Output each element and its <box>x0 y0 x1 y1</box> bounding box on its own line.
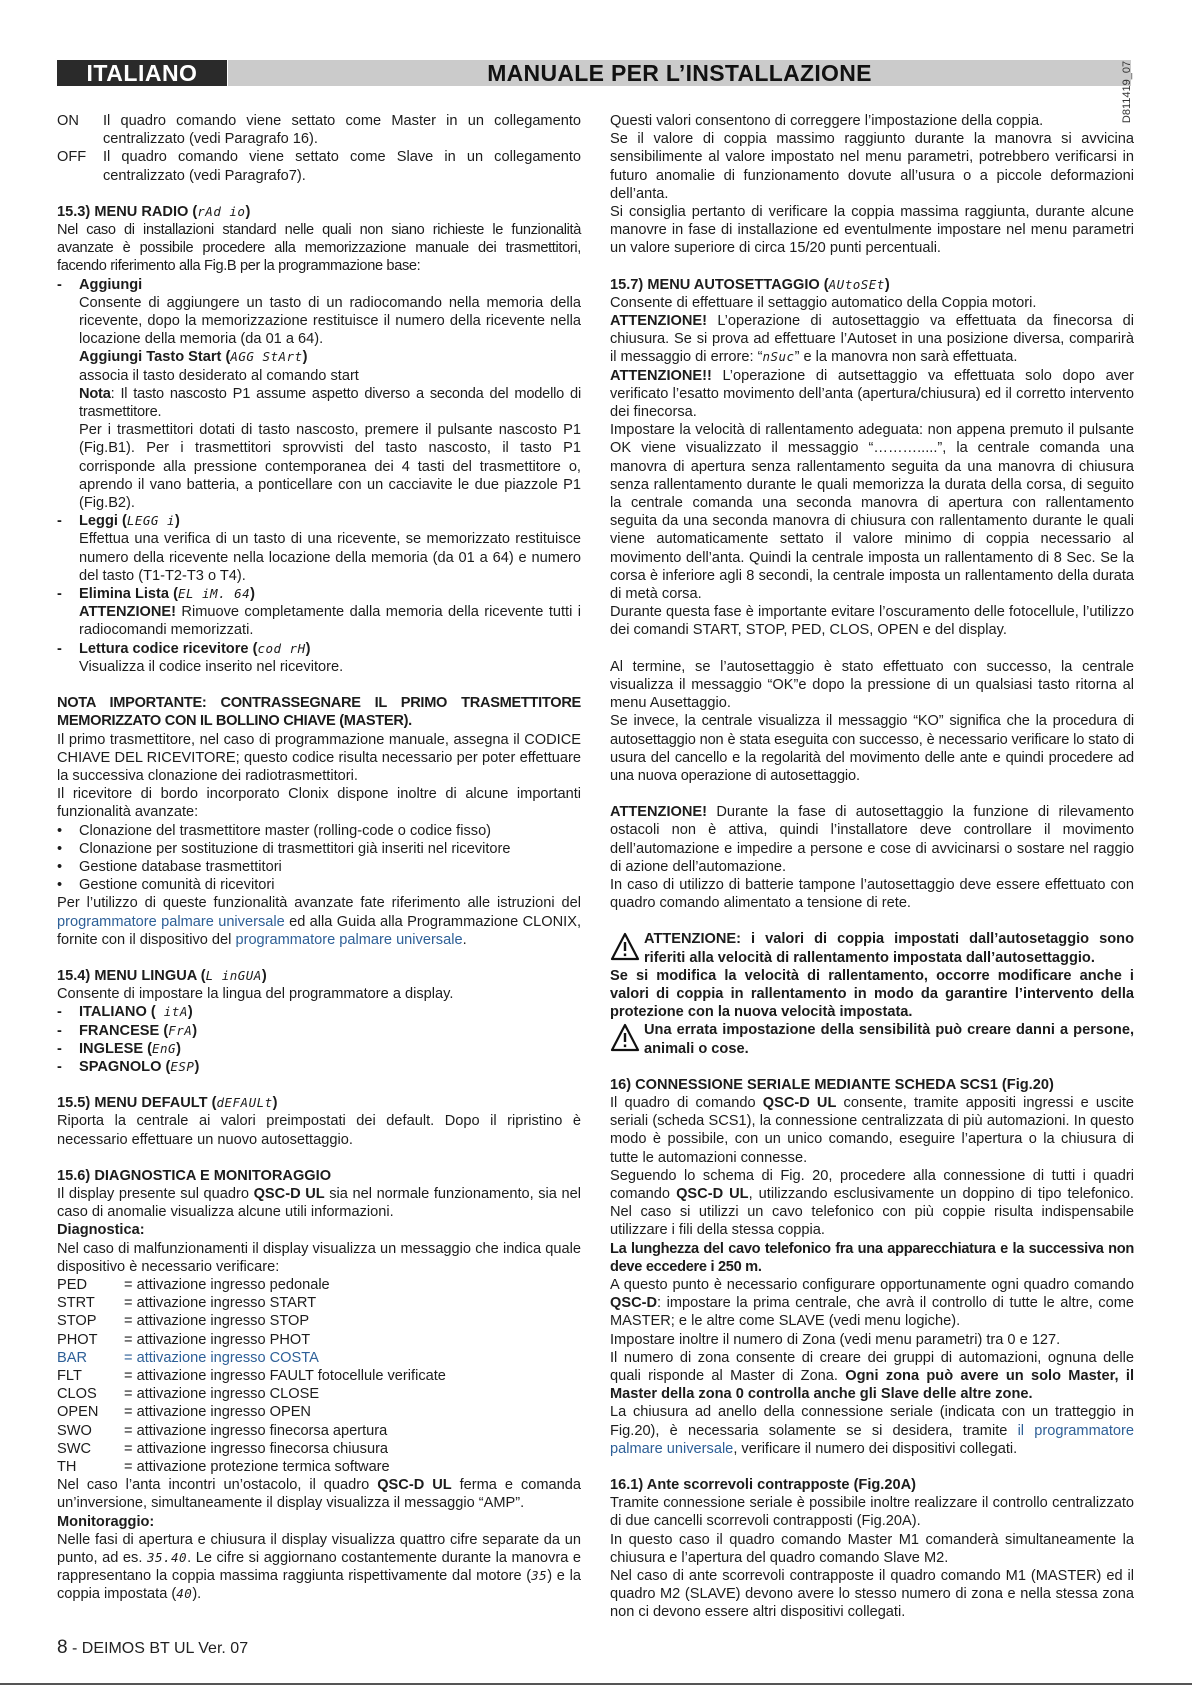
on-text: Il quadro comando viene settato come Master in un collegamento centralizzato (vedi Paragrafo 16). <box>103 113 581 148</box>
delete-text: ATTENZIONE! Rimuove completamente dalla memoria della ricevente tutti i radiocomandi memorizzati. <box>79 604 581 639</box>
diagnostic-code-row: OPEN = attivazione ingresso OPEN <box>57 1404 311 1421</box>
section-15-7-intro: Consente di effettuare il settaggio automatico della Coppia motori. <box>610 294 1037 311</box>
monitoring-text: Nelle fasi di apertura e chiusura il display visualizza quattro cifre separate da un punto, ad es. 35.40. Le cifre si aggiornano costantemente durante la manovra e rappresentano la coppia massima raggiunta rispettivamente dal motore (35) e la coppia impostata (40). <box>57 1531 581 1603</box>
section-16-p6: Il numero di zona consente di creare dei gruppi di automazioni, ognuna delle quali risponde al Master di Zona. Ogni zona può avere un solo Master, il Master della zona 0 controlla anche gli Slave delle altre zone. <box>610 1349 1135 1403</box>
page-number: 8 <box>57 1637 68 1658</box>
read-title: Leggi (LEGG i) <box>79 513 180 530</box>
section-15-4-title: 15.4) MENU LINGUA (L inGUA) <box>57 967 267 984</box>
off-text: Il quadro comando viene settato come Slave in un collegamento centralizzato (vedi Paragrafo7). <box>103 149 581 184</box>
page-footer <box>57 1637 248 1659</box>
diagnostics-intro: Nel caso di malfunzionamenti il display visualizza un messaggio che indica quale dispositivo è necessario verificare: <box>57 1240 581 1275</box>
section-15-3-title: 15.3) MENU RADIO (rAd io) <box>57 203 251 220</box>
list-item: • Gestione comunità di ricevitori <box>57 877 275 894</box>
section-15-5-title: 15.5) MENU DEFAULT (dEFAULt) <box>57 1095 278 1112</box>
list-item: • Clonazione per sostituzione di trasmettitori già inseriti nel ricevitore <box>57 840 511 857</box>
add-start-title: Aggiungi Tasto Start (AGG StArt) <box>79 349 308 366</box>
monitoring-title: Monitoraggio: <box>57 1513 155 1530</box>
read-text: Effettua una verifica di un tasto di una ricevente, se memorizzato restituisce numero della ricevente nella locazione della memoria (da 01 a 64) e numero del tasto (T1-T2-T3 o T4). <box>79 531 581 584</box>
section-16-1-p2: In questo caso il quadro comando Master M1 comanderà simultaneamente la chiusura e l’apertura del quadro comando Slave M2. <box>610 1531 1134 1566</box>
language-item: - SPAGNOLO (ESP) <box>57 1058 200 1075</box>
autoset-procedure: Impostare la velocità di rallentamento adeguata: non appena premuto il pulsante OK viene visualizzato il messaggio “……….....”, la centrale comanda una manovra di apertura senza rallentamento seguita da una manovra di chiusura senza rallentamento durante le quali memorizza la durata della corsa, di seguito la centrale comanda una seconda manovra di apertura con rallentamento seguita da una seconda manovra di chiusura con rallentamento durante le quali viene automaticamente settato il valore minimo di coppia necessario al movimento dell’anta. Quindi la centrale imposta un rallentamento di 8 Sec. Se la corsa è inferiore agli 8 secondi, la centrale imposta un rallentamento della durata di metà corsa. <box>610 422 1134 603</box>
section-15-6-text: Il display presente sul quadro QSC-D UL sia nel normale funzionamento, sia nel caso di anomalie visualizza alcune utili informazioni. <box>57 1185 581 1221</box>
add-title: Aggiungi <box>79 276 143 293</box>
section-16-p7: La chiusura ad anello della connessione seriale (indicata con un tratteggio in Fig.20), è necessaria solamente se si desidera, tramite il programmatore palmare universale, verificare il numero dei dispositivi collegati. <box>610 1404 1134 1457</box>
section-15-3-intro: Nel caso di installazioni standard nelle quali non siano richieste le funzionalità avanzate è possibile procedere alla memorizzazione manuale dei trasmettitori, facendo riferimento alla Fig.B per la programmazione base: <box>57 222 581 275</box>
warning-2: ATTENZIONE!! L’operazione di autsettaggio va effettuata solo dopo aver verificato l’esatto movimento dell’anta (apertura/chiusura) ed il corretto intervento dei finecorsa. <box>610 367 1134 421</box>
important-note-text2: Il ricevitore di bordo incorporato Clonix dispone inoltre di alcune importanti funzionalità avanzate: <box>57 786 581 821</box>
list-item: • Gestione database trasmettitori <box>57 858 282 875</box>
list-item: • Clonazione del trasmettitore master (rolling-code o codice fisso) <box>57 822 492 839</box>
manual-title: MANUALE PER L’INSTALLAZIONE <box>228 60 1131 86</box>
language-item: - INGLESE (EnG) <box>57 1040 181 1057</box>
document-code: D811419_07 <box>1121 60 1133 124</box>
on-option <box>57 112 581 148</box>
left-column <box>57 112 581 1604</box>
section-16-title: 16) CONNESSIONE SERIALE MEDIANTE SCHEDA SCS1 (Fig.20) <box>610 1076 1054 1093</box>
autoset-ko: Se invece, la centrale visualizza il messaggio “KO” significa che la procedura di autosettaggio non è stata eseguita con successo, è necessario verificare lo stato di usura del cancello e la regolarità del movimento delle ante e quindi procedere ad una nuova operazione di autosettaggio. <box>610 713 1134 784</box>
programmer-link[interactable]: programmatore palmare universale <box>235 931 463 948</box>
right-column <box>610 112 1134 1622</box>
diagnostic-code-row: STOP = attivazione ingresso STOP <box>57 1313 310 1330</box>
section-15-4-intro: Consente di impostare la lingua del programmatore a display. <box>57 986 454 1003</box>
diagnostic-code-row: SWC = attivazione ingresso finecorsa chiusura <box>57 1440 389 1457</box>
section-16-1-title: 16.1) Ante scorrevoli contrapposte (Fig.20A) <box>610 1477 916 1494</box>
important-note-title: NOTA IMPORTANTE: CONTRASSEGNARE IL PRIMO TRASMETTITORE MEMORIZZATO CON IL BOLLINO CHIAVE (MASTER). <box>57 695 581 730</box>
warning-1: ATTENZIONE! L’operazione di autosettaggio va effettuata da finecorsa di chiusura. Se si prova ad effettuare l’Autoset in una posizione diversa, comparirà il messaggio di errore: “nSuc” e la manovra non sarà effettuata. <box>610 313 1134 366</box>
off-option <box>57 148 581 184</box>
torque-warning-continued: Se si modifica la velocità di rallentamento, occorre modificare anche i valori di coppia in rallentamento in modo da garantire l’intervento della protezione con la nuova velocità impostata. <box>610 967 1134 1021</box>
section-15-6-title: 15.6) DIAGNOSTICA E MONITORAGGIO <box>57 1167 332 1184</box>
autoset-ok: Al termine, se l’autosettaggio è stato effettuato con successo, la centrale visualizza il messaggio “OK”e dopo la pressione di un qualsiasi tasto ritorna al menu Ausettaggio. <box>610 658 1134 712</box>
diagnostics-title: Diagnostica: <box>57 1222 145 1239</box>
list-item-delete: - Elimina Lista (EL iM. 64) ATTENZIONE! Rimuove completamente dalla memoria della ricevente tutti i radiocomandi memorizzati. <box>57 586 581 639</box>
warning-icon <box>610 930 644 966</box>
diagnostic-code-row: STRT = attivazione ingresso START <box>57 1295 317 1312</box>
diagnostic-code-row: PED = attivazione ingresso pedonale <box>57 1276 330 1293</box>
add-start-text: associa il tasto desiderato al comando start <box>79 367 359 384</box>
section-15-5-text: Riporta la centrale ai valori preimpostati dei default. Dopo il ripristino è necessario effettuare un nuovo autosettaggio. <box>57 1113 581 1148</box>
diagnostic-code-row: PHOT = attivazione ingresso PHOT <box>57 1331 311 1348</box>
list-item-add: - Aggiungi Consente di aggiungere un tasto di un radiocomando nella memoria della ricevente, dopo la memorizzazione restituisce il numero della ricevente nella locazione della memoria (da 01 a 64). Aggiungi Tasto Start (AGG StArt) associa il tasto desiderato al comando start Nota: Il tasto nascosto P1 assume aspetto diverso a seconda del modello di trasmettitore. Per i trasmettitori dotati di tasto nascosto, premere il pulsante nascosto P1 (Fig.B1). Per i trasmettitori sprovvisti del tasto nascosto, il tasto P1 corrisponde alla pressione contemporanea dei 4 tasti del trasmettitore o, aprendo il vano batteria, a ponticellare con un cacciavite le due piazzole P1 (Fig.B2). <box>57 276 581 512</box>
section-16-p2: Seguendo lo schema di Fig. 20, procedere alla connessione di tutti i quadri comando QSC-D UL, utilizzando esclusivamente un doppino di tipo telefonico. Nel caso si utilizzi un cavo telefonico con più coppie risulta indispensabile utilizzare i fili della stessa coppia. <box>610 1167 1134 1239</box>
warning-icon <box>610 1021 644 1057</box>
language-item: - FRANCESE (FrA) <box>57 1022 198 1039</box>
sensitivity-warning: Una errata impostazione della sensibilità può creare danni a persone, animali o cose. <box>610 1021 1134 1057</box>
off-key: OFF <box>57 149 87 166</box>
list-item-read: - Leggi (LEGG i) Effettua una verifica di un tasto di una ricevente, se memorizzato restituisce numero della ricevente nella locazione della memoria (da 01 a 64) e numero del tasto (T1-T2-T3 o T4). <box>57 513 581 584</box>
battery-note: In caso di utilizzo di batterie tampone l’autosettaggio deve essere effettuato con quadro comando alimentato a tensione di rete. <box>610 876 1134 912</box>
p1-text: Per i trasmettitori dotati di tasto nascosto, premere il pulsante nascosto P1 (Fig.B1). Per i trasmettitori sprovvisti del tasto nascosto, il tasto P1 corrisponde alla pressione contemporanea dei 4 tasti del trasmettitore o, aprendo il vano batteria, a ponticellare con un cacciavite le due piazzole P1 (Fig.B2). <box>79 422 581 512</box>
diagnostic-code-row: CLOS = attivazione ingresso CLOSE <box>57 1386 320 1403</box>
torque-text2: Se il valore di coppia massimo raggiunto durante la manovra si avvicina sensibilimente al valore impostato nel menu parametri, potrebbero verificarsi in futuro anomalie di funzionamento dovute all’usura o a piccole deformazioni dell’anta. <box>610 131 1134 202</box>
diagnostic-code-row: TH = attivazione protezione termica software <box>57 1459 390 1476</box>
programmer-link[interactable]: il programmatore palmare universale <box>610 1422 1134 1457</box>
language-header: ITALIANO <box>57 60 227 86</box>
code-title: Lettura codice ricevitore (cod rH) <box>79 640 311 657</box>
section-16-1-p3: Nel caso di ante scorrevoli contrapposte il quadro comando M1 (MASTER) ed il quadro M2 (SLAVE) devono avere lo stesso numero di zona e nella stessa zona non ci devono essere altri dispositivi collegati. <box>610 1568 1134 1621</box>
on-key: ON <box>57 113 79 129</box>
torque-text3: Si consiglia pertanto di verificare la coppia massima raggiunta, durante alcune manovre in fase di installazione ed eventulmente impostare nel menu parametri un valore superiore di circa 15/20 punti percentuali. <box>610 204 1134 257</box>
section-16-p5: Impostare inoltre il numero di Zona (vedi menu parametri) tra 0 e 127. <box>610 1331 1061 1348</box>
diagnostic-code-row: BAR = attivazione ingresso COSTA <box>57 1349 319 1366</box>
important-note-text1: Il primo trasmettitore, nel caso di programmazione manuale, assegna il CODICE CHIAVE DEL RICEVITORE; questo codice risulta necessario per poter effettuare la successiva clonazione dei radiotrasmettitori. <box>57 731 581 784</box>
torque-warning: ATTENZIONE: i valori di coppia impostati dall’autosetaggio sono riferiti alla velocità di rallentamento impostata dall’autosettaggio. <box>610 930 1134 966</box>
section-16-p4: A questo punto è necessario configurare opportunamente ogni quadro comando QSC-D: impostare la prima centrale, che avrà il controllo di tutte le altre, come MASTER; e le altre come SLAVE (vedi menu logiche). <box>610 1276 1134 1330</box>
language-item: - ITALIANO ( itA) <box>57 1004 193 1021</box>
list-item-code: - Lettura codice ricevitore (cod rH) Visualizza il codice inserito nel ricevitore. <box>57 640 581 676</box>
nota: Nota: Il tasto nascosto P1 assume aspetto diverso a seconda del modello di trasmettitore. <box>79 385 581 421</box>
warning-3: ATTENZIONE! Durante la fase di autosettaggio la funzione di rilevamento ostacoli non è attiva, quindi l’installatore deve controllare il movimento dell’automazione e impedire a persone e cose di avvicinarsi o sostare nel raggio di azione dell’automazione. <box>610 804 1134 875</box>
amp-text: Nel caso l’anta incontri un’ostacolo, il quadro QSC-D UL ferma e comanda un’inversione, simultaneamente il display visualizza il messaggio “AMP”. <box>57 1477 581 1512</box>
code-text: Visualizza il codice inserito nel ricevitore. <box>79 658 344 675</box>
section-16-1-p1: Tramite connessione seriale è possibile inoltre realizzare il controllo centralizzato di due cancelli scorrevoli contrapposti (Fig.20A). <box>610 1495 1134 1530</box>
section-16-p3: La lunghezza del cavo telefonico fra una apparecchiatura e la successiva non deve eccedere i 250 m. <box>610 1240 1134 1275</box>
footer-text: - DEIMOS BT UL Ver. 07 <box>67 1640 249 1657</box>
advanced-features-text: Per l’utilizzo di queste funzionalità avanzate fate riferimento alle istruzioni del programmatore palmare universale ed alla Guida alla Programmazione CLONIX, fornite con il dispositivo del programmatore palmare universale. <box>57 895 581 948</box>
diagnostic-code-row: SWO = attivazione ingresso finecorsa apertura <box>57 1422 388 1439</box>
delete-title: Elimina Lista (EL iM. 64) <box>79 586 256 603</box>
programmer-link[interactable]: programmatore palmare universale <box>57 913 285 930</box>
torque-text1: Questi valori consentono di correggere l’impostazione della coppia. <box>610 113 1044 129</box>
section-15-7-title: 15.7) MENU AUTOSETTAGGIO (AUtoSEt) <box>610 276 890 293</box>
diagnostic-code-row: FLT = attivazione ingresso FAULT fotocellule verificate <box>57 1368 446 1384</box>
section-16-p1: Il quadro di comando QSC-D UL consente, tramite appositi ingressi e uscite seriali (scheda SCS1), la connessione centralizzata di più automazioni. In questo modo è possibile, con un unico comando, eseguire l’apertura o la chiusura di tutte le automazioni connesse. <box>610 1094 1134 1166</box>
add-text: Consente di aggiungere un tasto di un radiocomando nella memoria della ricevente, dopo la memorizzazione restituisce il numero della ricevente nella locazione della memoria (da 01 a 64). <box>79 294 581 348</box>
autoset-phase: Durante questa fase è importante evitare l’oscuramento delle fotocellule, l’utilizzo dei comandi START, STOP, PED, CLOS, OPEN e del display. <box>610 604 1134 639</box>
